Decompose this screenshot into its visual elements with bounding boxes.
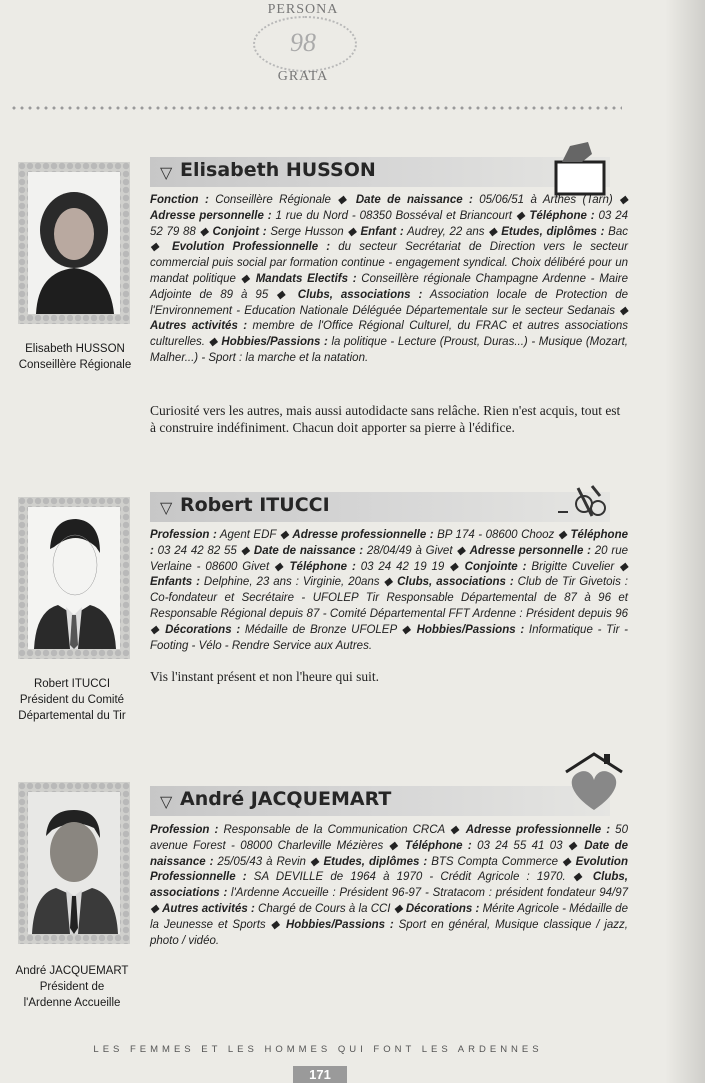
field-value: Club de Tir Givetois : Co-fondateur et Secrétaire - UFOLEP Tir Responsable Départemental de 87 à 96 et Responsable Régional depuis 87 - Comité Départemental FFT Ardenne : Président depuis 96 ◆ [150, 576, 629, 636]
field-value: Brigitte Cuvelier ◆ [526, 560, 628, 573]
field-label: Etudes, diplômes : [501, 225, 605, 238]
field-label: Date de naissance : [355, 194, 473, 206]
field-value: 05/06/51 à Arthes (Tarn) ◆ [472, 194, 628, 206]
field-label: Conjointe : [464, 560, 527, 573]
logo-year: 98 [290, 28, 316, 57]
field-label: Evolution Professionnelle : [150, 855, 628, 884]
field-value: Delphine, 23 ans : Virginie, 20ans ◆ [199, 576, 398, 589]
field-label: Enfants : [150, 576, 200, 589]
name-banner [150, 786, 610, 816]
field-value: Agent EDF ◆ [216, 529, 293, 541]
field-label: Clubs, associations : [150, 871, 628, 900]
profile-details [150, 823, 628, 949]
field-value: BTS Compta Commerce ◆ [427, 855, 576, 868]
field-value: SA DEVILLE de 1964 à 1970 - Crédit Agricole : 1970. ◆ [246, 871, 593, 884]
field-value: Responsable de la Communication CRCA ◆ [218, 824, 466, 836]
field-value: 20 rue Verlaine - 08600 Givet ◆ [150, 544, 628, 573]
field-value: 03 24 42 82 55 ◆ [153, 544, 254, 557]
target-shooting-icon [556, 482, 608, 527]
field-label: Date de naissance : [253, 544, 364, 557]
field-value: la politique - Lecture (Proust, Duras...) - Musique (Mozart, Malher...) - Sport : la marche et la natation. [150, 336, 628, 364]
triangle-down-icon: ▽ [160, 500, 173, 517]
portrait-photo [28, 172, 120, 314]
field-value: Association locale de Protection de l'Environnement - Education Nationale Déléguée Départementale sur le secteur Sedanais ◆ [150, 288, 629, 317]
field-label: Mandats Electifs : [255, 272, 357, 285]
logo-top-text: PERSONA [267, 2, 339, 17]
caption-title: Conseillère Régionale [18, 359, 132, 371]
field-label: Décorations : [405, 902, 480, 915]
field-value: du secteur Secrétariat de Direction vers le secteur commercial puis social par formation continue - engagement syndical. Choix délibéré pour un mandat politique ◆ [150, 241, 628, 285]
field-label: Autres activités : [162, 902, 255, 915]
portrait-frame [18, 782, 130, 944]
field-label: Hobbies/Passions : [285, 918, 394, 931]
field-label: Téléphone : [529, 209, 595, 222]
field-label: Adresse professionnelle : [465, 824, 611, 836]
profile-details [150, 528, 628, 654]
name-banner [150, 492, 610, 522]
field-value: 03 24 55 41 03 ◆ [471, 839, 585, 852]
caption-name: Robert ITUCCI [33, 678, 111, 690]
field-label: Enfant : [360, 225, 404, 238]
portrait-photo [28, 507, 120, 649]
field-label: Adresse personnelle : [150, 209, 272, 222]
page-shadow [665, 0, 705, 1083]
field-label: Profession : [150, 824, 219, 836]
field-value: Informatique - Tir - Footing - Vélo - Rendre Service aux Autres. [150, 623, 629, 652]
caption-title: Président de [39, 981, 105, 993]
field-label: Clubs, associations : [397, 576, 514, 589]
persona-grata-logo [238, 0, 368, 92]
field-label: Téléphone : [150, 529, 628, 557]
portrait-caption [0, 676, 147, 724]
caption-title: Président du Comité [19, 694, 125, 706]
caption-name: Elisabeth HUSSON [25, 343, 125, 355]
field-value: Conseillère Régionale ◆ [208, 194, 356, 206]
personal-motto: Curiosité vers les autres, mais aussi autodidacte sans relâche. Rien n'est acquis, tout est à construire indéfiniment. Chacun doit apporter sa pierre à l'édifice. [150, 403, 621, 435]
field-label: Décorations : [165, 623, 241, 636]
field-value: Bac ◆ [150, 225, 628, 254]
footer-tagline: LES FEMMES ET LES HOMMES QUI FONT LES ARDENNES [93, 1044, 543, 1055]
field-value: 03 24 52 79 88 ◆ [150, 209, 629, 238]
field-value: l'Ardenne Accueille : Président 96-97 - Stratacom : président fondateur 94/97 ◆ [150, 887, 628, 915]
portrait-photo [28, 792, 120, 934]
page-number: 171 [293, 1066, 347, 1083]
person-name: André JACQUEMART [180, 788, 392, 810]
field-value: 03 24 42 19 19 ◆ [355, 560, 465, 573]
profile-details [150, 193, 628, 367]
logo-bottom-text: GRATA [277, 69, 329, 84]
field-value: Médaille de Bronze UFOLEP ◆ [240, 623, 417, 636]
caption-title: l'Ardenne Accueille [23, 997, 121, 1009]
field-label: Hobbies/Passions : [416, 623, 525, 636]
field-value: Audrey, 22 ans ◆ [403, 225, 502, 238]
caption-name: André JACQUEMART [15, 965, 129, 977]
field-label: Autres activités : [150, 320, 248, 333]
field-label: Date de naissance : [150, 839, 628, 868]
field-value: BP 174 - 08600 Chooz ◆ [433, 529, 571, 541]
caption-title: Départemental du Tir [18, 710, 126, 722]
portrait-frame [18, 497, 130, 659]
portrait-frame [18, 162, 130, 324]
heart-house-icon [564, 750, 624, 819]
field-label: Téléphone : [289, 560, 356, 573]
field-label: Téléphone : [405, 839, 472, 852]
field-value: Mérite Agricole - Médaille de la Jeunesse et Sports ◆ [150, 902, 628, 931]
field-value: membre de l'Office Régional Culturel, du FRAC et autres associations culturelles. ◆ [150, 320, 628, 349]
field-value: 50 avenue Forest - 08000 Charleville Mézières ◆ [150, 824, 628, 852]
field-value: Serge Husson ◆ [266, 225, 361, 238]
field-value: Sport en général, Musique classique / jazz, photo / vidéo. [150, 918, 628, 947]
triangle-down-icon: ▽ [160, 794, 173, 811]
field-value: 28/04/49 à Givet ◆ [363, 544, 470, 557]
triangle-down-icon: ▽ [160, 165, 173, 182]
field-label: Evolution Professionnelle : [171, 241, 331, 254]
field-label: Etudes, diplômes : [323, 855, 428, 868]
field-label: Profession : [150, 529, 217, 541]
field-label: Hobbies/Passions : [221, 336, 328, 349]
name-banner [150, 157, 610, 187]
field-label: Adresse personnelle : [469, 544, 591, 557]
field-value: Conseillère régionale Champagne Ardenne - Maire Adjointe de 89 à 95 ◆ [150, 272, 628, 301]
portrait-caption [0, 341, 150, 373]
person-name: Robert ITUCCI [180, 494, 330, 516]
portrait-caption [0, 963, 147, 1011]
person-name: Elisabeth HUSSON [180, 159, 376, 181]
field-label: Clubs, associations : [297, 288, 423, 301]
field-value: 1 rue du Nord - 08350 Bosséval et Briancourt ◆ [271, 209, 530, 222]
field-label: Adresse professionnelle : [292, 529, 434, 541]
field-value: 25/05/43 à Revin ◆ [213, 855, 324, 868]
field-label: Conjoint : [212, 225, 267, 238]
personal-motto: Vis l'instant présent et non l'heure qui suit. [150, 669, 380, 684]
field-value: Chargé de Cours à la CCI ◆ [254, 902, 406, 915]
dotted-divider [10, 104, 622, 112]
field-label: Fonction : [150, 194, 209, 206]
